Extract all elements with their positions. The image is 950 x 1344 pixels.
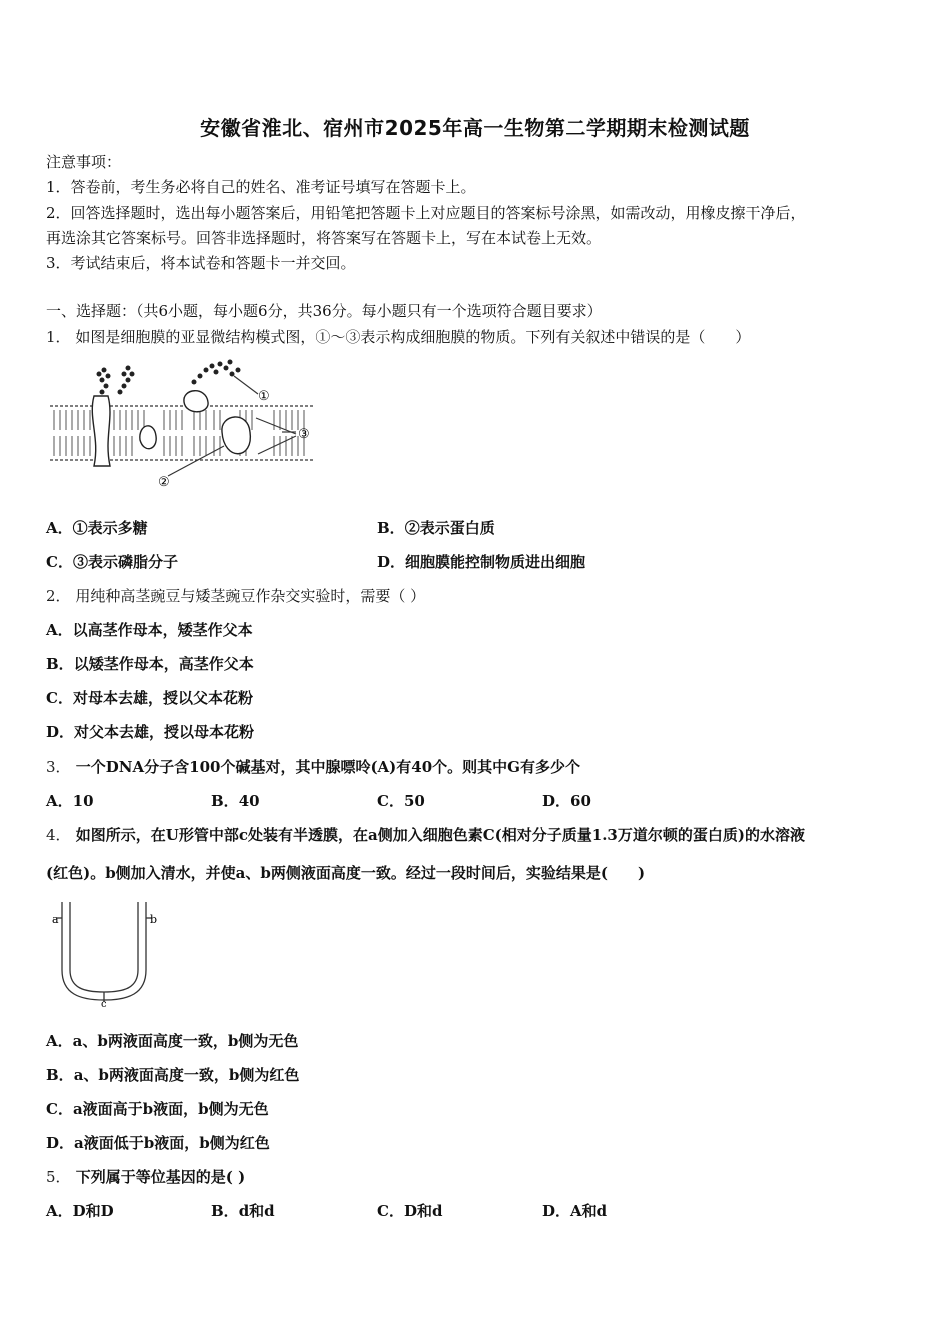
option-a[interactable]: A．D和D: [46, 1202, 114, 1220]
option-b[interactable]: B．②表示蛋白质: [377, 519, 495, 537]
question-2-stem: [46, 586, 425, 606]
question-number: 3．: [46, 758, 71, 776]
option-c[interactable]: C．50: [377, 792, 425, 810]
option-d[interactable]: D．a液面低于b液面，b侧为红色: [46, 1134, 270, 1152]
tube-label-c: c: [101, 999, 107, 1008]
membrane-label-1: ①: [258, 389, 270, 404]
notice-item: 1．答卷前，考生务必将自己的姓名、准考证号填写在答题卡上。: [46, 178, 476, 196]
option-c[interactable]: C．对母本去雄，授以父本花粉: [46, 689, 253, 707]
option-a[interactable]: A．以高茎作母本，矮茎作父本: [46, 621, 253, 639]
option-d[interactable]: D．60: [542, 792, 591, 810]
tube-label-a: a: [52, 913, 59, 926]
cell-membrane-figure: [44, 358, 334, 498]
question-text: 下列属于等位基因的是( ): [75, 1168, 246, 1186]
option-b[interactable]: B．40: [211, 792, 260, 810]
question-1-stem: [46, 327, 750, 347]
question-text: 如图是细胞膜的亚显微结构模式图，①～③表示构成细胞膜的物质。下列有关叙述中错误的是（ ）: [75, 328, 751, 346]
question-4-stem: [46, 825, 805, 845]
membrane-label-2: ②: [158, 475, 170, 490]
notice-item: 再选涂其它答案标号。回答非选择题时，将答案写在答题卡上，写在本试卷上无效。: [46, 229, 602, 247]
option-d[interactable]: D．细胞膜能控制物质进出细胞: [377, 553, 586, 571]
membrane-label-3: ③: [298, 427, 310, 442]
option-a[interactable]: A．①表示多糖: [46, 519, 148, 537]
option-c[interactable]: C．D和d: [377, 1202, 443, 1220]
question-text: 一个DNA分子含100个碱基对，其中腺嘌呤(A)有40个。则其中G有多少个: [75, 758, 580, 776]
notice-item: 2．回答选择题时，选出每小题答案后，用铅笔把答题卡上对应题目的答案标号涂黑，如需改动，用橡皮擦干净后，: [46, 204, 806, 222]
notice-heading: 注意事项：: [46, 153, 122, 171]
question-number: 4．: [46, 826, 71, 844]
question-text: 用纯种高茎豌豆与矮茎豌豆作杂交实验时，需要（ ）: [75, 587, 426, 605]
question-4-stem-cont: (红色)。b侧加入清水，并使a、b两侧液面高度一致。经过一段时间后，实验结果是( ): [46, 864, 646, 882]
question-number: 1．: [46, 328, 71, 346]
question-5-stem: [46, 1167, 245, 1187]
section-heading: 一、选择题：（共6小题，每小题6分，共36分。每小题只有一个选项符合题目要求）: [46, 302, 602, 320]
option-c[interactable]: C．③表示磷脂分子: [46, 553, 178, 571]
option-d[interactable]: D．对父本去雄，授以母本花粉: [46, 723, 255, 741]
u-tube-figure: [50, 898, 170, 1008]
option-d[interactable]: D．A和d: [542, 1202, 608, 1220]
option-c[interactable]: C．a液面高于b液面，b侧为无色: [46, 1100, 269, 1118]
page-title: 安徽省淮北、宿州市2025年高一生物第二学期期末检测试题: [200, 116, 750, 140]
notice-item: 3．考试结束后，将本试卷和答题卡一并交回。: [46, 254, 356, 272]
option-b[interactable]: B．a、b两液面高度一致，b侧为红色: [46, 1066, 300, 1084]
question-number: 2．: [46, 587, 71, 605]
question-number: 5．: [46, 1168, 71, 1186]
option-b[interactable]: B．以矮茎作母本，高茎作父本: [46, 655, 254, 673]
option-a[interactable]: A．10: [46, 792, 94, 810]
question-text: 如图所示，在U形管中部c处装有半透膜，在a侧加入细胞色素C(相对分子质量1.3万道尔顿的蛋白质)的水溶液: [75, 826, 805, 844]
option-a[interactable]: A．a、b两液面高度一致，b侧为无色: [46, 1032, 299, 1050]
tube-label-b: b: [150, 913, 158, 926]
option-b[interactable]: B．d和d: [211, 1202, 275, 1220]
question-3-stem: [46, 757, 580, 777]
